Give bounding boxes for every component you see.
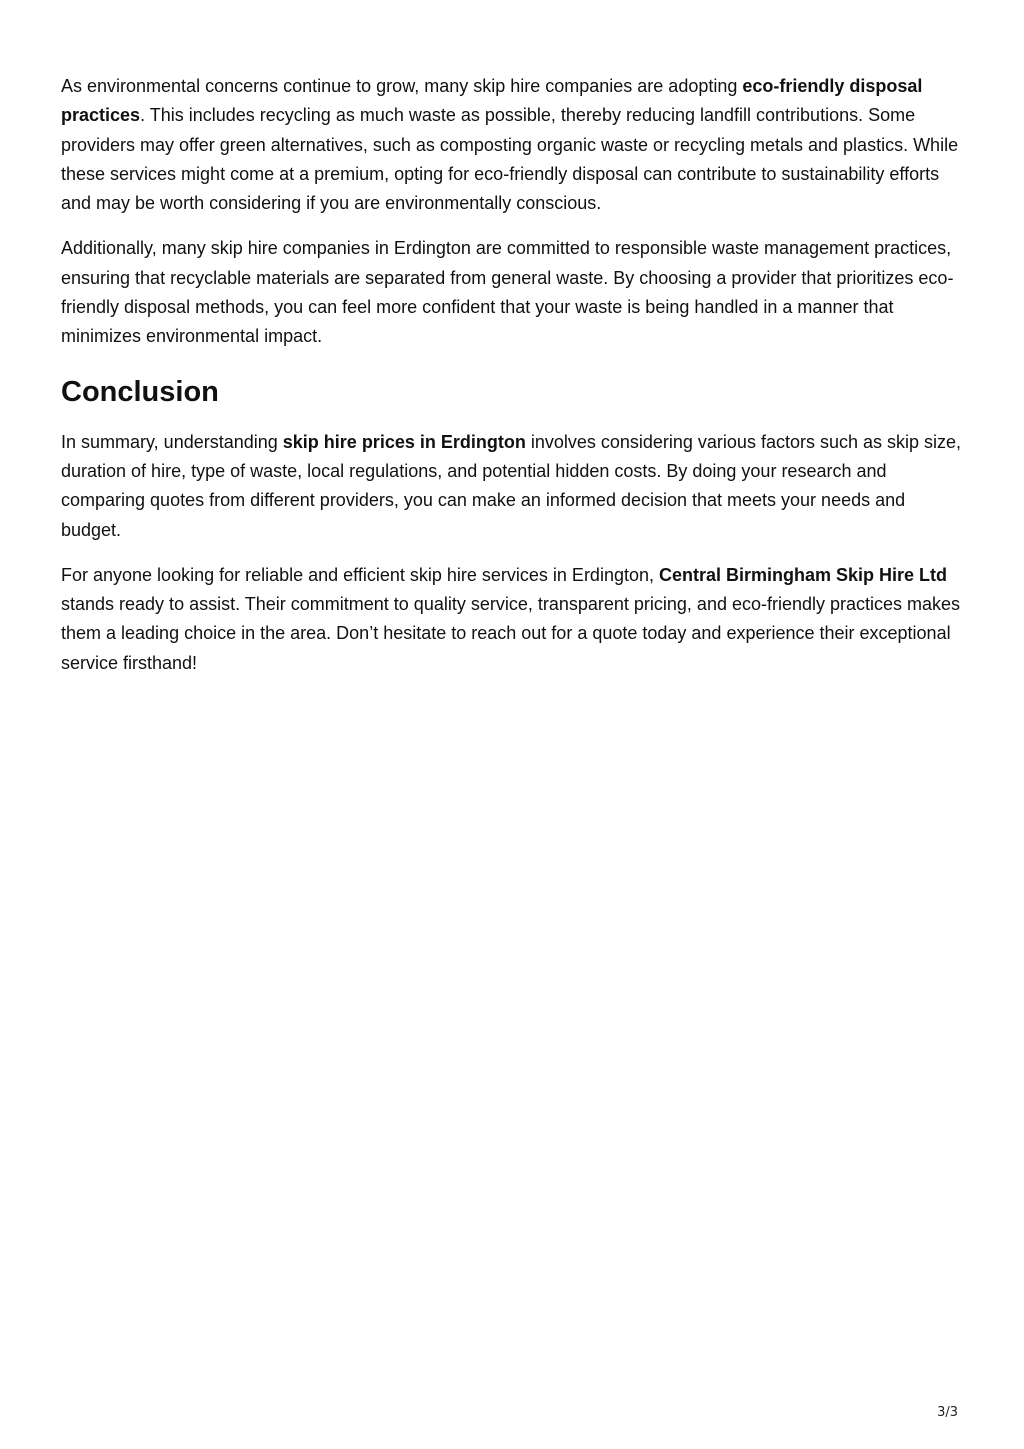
responsible-waste-paragraph bbox=[61, 234, 966, 351]
bold-phrase: Central Birmingham Skip Hire Ltd bbox=[659, 564, 948, 585]
document-body bbox=[61, 72, 966, 694]
conclusion-heading: Conclusion bbox=[61, 375, 219, 408]
summary-paragraph bbox=[61, 428, 966, 545]
text-segment: stands ready to assist. Their commitment to quality service, transparent pricing, and eco-friendly practices makes them a leading choice in the area. Don’t hesitate to reach out for a quote today and experience their exceptional service firsthand! bbox=[61, 594, 961, 673]
text-segment: For anyone looking for reliable and efficient skip hire services in Erdington, bbox=[61, 564, 659, 585]
company-recommendation-paragraph bbox=[61, 561, 966, 678]
eco-friendly-paragraph bbox=[61, 72, 966, 218]
text-segment: As environmental concerns continue to grow, many skip hire companies are adopting bbox=[61, 76, 743, 96]
bold-phrase: eco-friendly disposal practices bbox=[61, 76, 923, 126]
text-segment: . This includes recycling as much waste as possible, thereby reducing landfill contributions. Some providers may offer green alternatives, such as composting organic waste or recycling metals and plastics. While these services might come at a premium, opting for eco-friendly disposal can contribute to sustainability efforts and may be worth considering if you are environmentally conscious. bbox=[61, 105, 959, 214]
text-segment: Additionally, many skip hire companies in Erdington are committed to responsible waste management practices, ensuring that recyclable materials are separated from general waste. By choosing a provider that prioritizes eco-friendly disposal methods, you can feel more confident that your waste is being handled in a manner that minimizes environmental impact. bbox=[61, 238, 954, 347]
text-segment: In summary, understanding bbox=[61, 431, 283, 452]
text-segment: involves considering various factors such as skip size, duration of hire, type of waste, local regulations, and potential hidden costs. By doing your research and comparing quotes from different providers, you can make an informed decision that meets your needs and budget. bbox=[61, 431, 962, 540]
bold-phrase: skip hire prices in Erdington bbox=[282, 431, 526, 452]
page-number: 3/3 bbox=[937, 1405, 958, 1420]
